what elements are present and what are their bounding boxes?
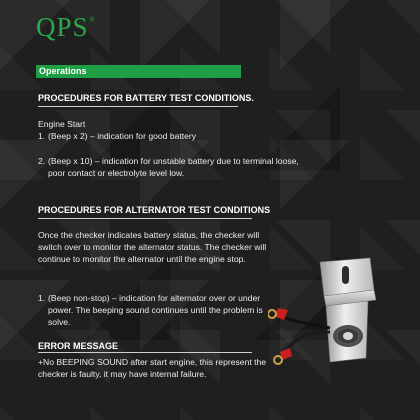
alternator-heading-underline (38, 218, 252, 219)
error-text: +No BEEPING SOUND after start engine, this represent the checker is faulty, it may have internal failure. (38, 357, 267, 380)
battery-heading: PROCEDURES FOR BATTERY TEST CONDITIONS. (38, 93, 254, 103)
battery-intro: Engine Start (38, 119, 86, 129)
battery-item-2 (38, 155, 300, 179)
battery-item-2-text: (Beep x 10) – indication for unstable battery due to terminal loose, poor contact or electrolyte level low. (48, 156, 299, 179)
battery-item-1 (38, 130, 288, 142)
error-heading-underline (38, 352, 252, 353)
alternator-item-1-number: 1. (38, 293, 46, 303)
battery-item-1-text: (Beep x 2) – indication for good battery (48, 131, 197, 141)
alternator-heading: PROCEDURES FOR ALTERNATOR TEST CONDITIONS (38, 205, 271, 215)
error-heading: ERROR MESSAGE (38, 341, 119, 351)
operations-banner: Operations (36, 65, 241, 78)
alternator-intro: Once the checker indicates battery status, the checker will switch over to monitor the alternator status. The checker will continue to monitor the alternator until the engine stop. (38, 230, 267, 265)
battery-item-2-number: 2. (38, 156, 46, 166)
alternator-item-1 (38, 292, 263, 329)
brand-name: QPS (36, 12, 89, 42)
alternator-item-1-text: (Beep non-stop) – indication for alternator over or under power. The beeping sound continues until the problem is solve. (48, 293, 263, 328)
brand-logo (36, 12, 96, 43)
battery-heading-underline (38, 106, 238, 107)
registered-mark: ® (89, 16, 96, 24)
battery-item-1-number: 1. (38, 131, 46, 141)
battery-checker-device-image (268, 256, 388, 396)
